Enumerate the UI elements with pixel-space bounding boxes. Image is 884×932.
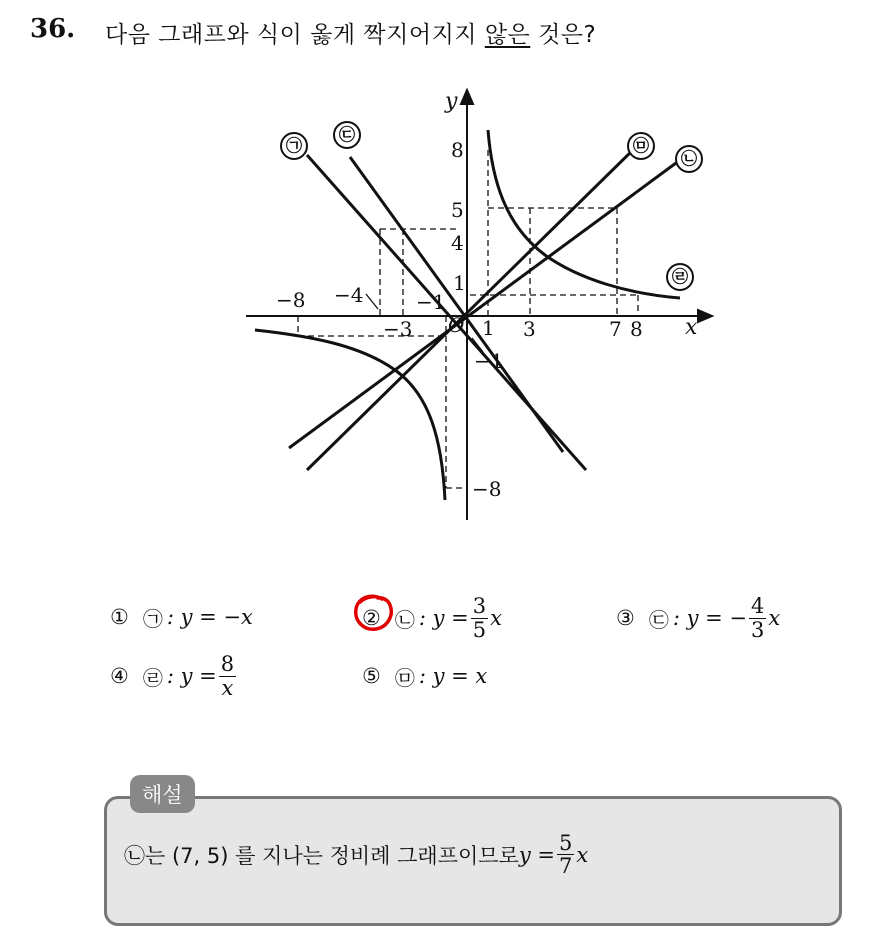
answer-mark-circle	[352, 593, 396, 633]
choice-4-number: ④	[110, 664, 129, 688]
y-axis-label: y	[445, 89, 458, 114]
x-tick-7: 7	[609, 317, 622, 341]
question-text-before: 다음 그래프와 식이 옳게 짝지어지지	[105, 22, 485, 48]
solution-text-pre: ㉡는 (7, 5) 를 지나는 정비례 그래프이므로	[124, 843, 519, 868]
choice-5-equation: : y = x	[418, 664, 488, 688]
choice-3-equation-pre: : y = −	[672, 606, 747, 630]
x-tick-8: 8	[630, 317, 643, 341]
choice-4-fraction	[219, 653, 236, 698]
question-text-underlined: 않은	[484, 22, 531, 48]
choice-3-equation-post: x	[768, 606, 781, 630]
y-tick-4: 4	[451, 231, 464, 255]
choice-2-fraction	[471, 595, 488, 640]
y-tick-8: 8	[451, 138, 464, 162]
choice-1[interactable]	[110, 597, 253, 637]
choice-3[interactable]	[616, 592, 780, 644]
x-axis-label: x	[685, 315, 698, 340]
y-tick-1: 1	[453, 271, 466, 295]
question-number: 36.	[30, 14, 76, 44]
solution-frac-num: 5	[558, 831, 573, 855]
label-mieum: ㉤	[632, 136, 650, 155]
choice-5[interactable]	[362, 656, 487, 696]
choice-4[interactable]	[110, 648, 238, 704]
y-tick-5: 5	[451, 198, 464, 222]
x-tick-neg8: −8	[276, 288, 306, 312]
x-tick-neg1: −1	[416, 290, 446, 314]
choice-5-number: ⑤	[362, 664, 381, 688]
choice-3-frac-den: 3	[750, 617, 765, 642]
choice-2-frac-num: 3	[472, 594, 487, 619]
choice-1-equation: : y = −x	[166, 605, 253, 629]
label-nieun: ㉡	[680, 149, 698, 168]
solution-frac-den: 7	[558, 854, 573, 879]
x-tick-neg3: −3	[383, 317, 413, 341]
x-tick-neg4: −4	[334, 283, 364, 307]
x-tick-3: 3	[523, 317, 536, 341]
y-tick-neg1: −1	[474, 349, 504, 373]
solution-text	[124, 832, 588, 877]
choice-5-label: ㉤	[394, 665, 415, 690]
label-digeut: ㉢	[338, 125, 356, 144]
choice-2-equation-post: x	[490, 606, 502, 630]
solution-fraction	[557, 832, 574, 877]
choice-4-frac-den: x	[221, 675, 234, 700]
choice-4-frac-num: 8	[220, 652, 235, 677]
choice-2-number: ②	[362, 606, 381, 630]
choice-4-equation-pre: : y =	[166, 664, 217, 688]
label-rieul: ㉣	[671, 267, 689, 286]
question-text-after: 것은?	[530, 22, 597, 48]
choice-3-label: ㉢	[648, 607, 669, 632]
choice-2-frac-den: 5	[472, 617, 487, 642]
solution-equation-post: x	[576, 842, 589, 867]
choice-3-number: ③	[616, 606, 635, 630]
choice-3-frac-num: 4	[750, 594, 765, 619]
choice-2-label: ㉡	[394, 607, 415, 632]
origin-label: O	[448, 313, 465, 337]
choice-1-number: ①	[110, 605, 129, 629]
label-giyeok: ㉠	[285, 136, 303, 155]
choice-3-fraction	[749, 595, 766, 640]
choice-2-equation-pre: : y =	[418, 606, 469, 630]
choice-1-label: ㉠	[142, 606, 163, 631]
choice-4-label: ㉣	[142, 665, 163, 690]
y-tick-neg8: −8	[472, 477, 502, 501]
x-tick-1: 1	[482, 316, 495, 340]
solution-tag: 해설	[130, 775, 195, 813]
solution-equation-pre: y =	[518, 842, 555, 867]
